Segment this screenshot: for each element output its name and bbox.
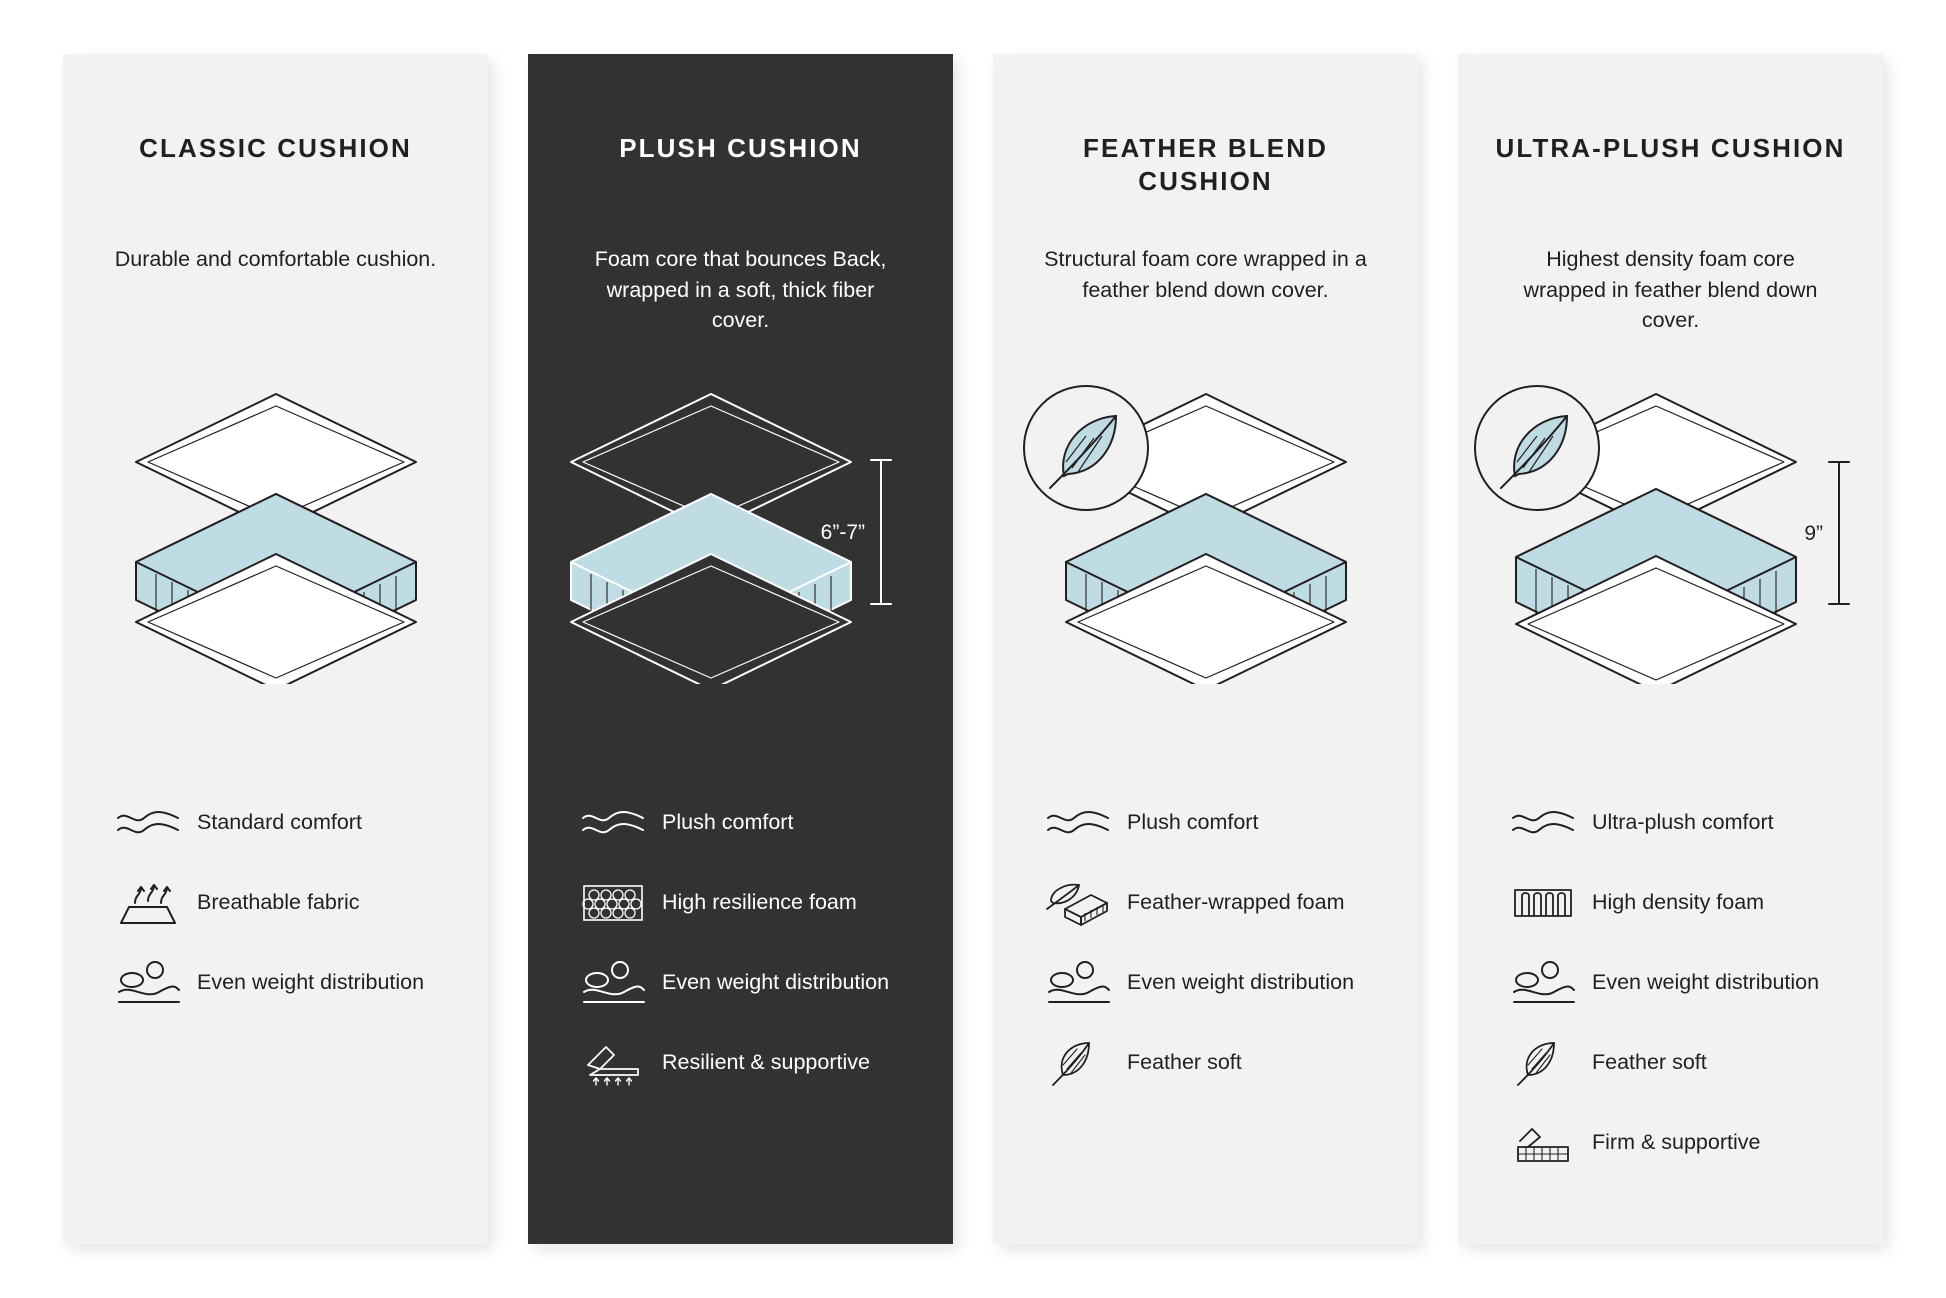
list-item[interactable] <box>115 874 440 932</box>
list-item-label: Firm & supportive <box>1592 1130 1761 1155</box>
list-item[interactable] <box>1045 874 1370 932</box>
wave-comfort-icon <box>580 795 654 851</box>
list-item[interactable] <box>580 1034 905 1092</box>
high-density-foam-icon <box>1510 875 1584 931</box>
page-title: ULTRA-PLUSH CUSHION <box>1495 133 1846 163</box>
feature-list <box>993 794 1418 1114</box>
list-item-label: Standard comfort <box>197 810 362 835</box>
list-item-label: Feather-wrapped foam <box>1127 890 1345 915</box>
list-item-label: Even weight distribution <box>197 970 425 995</box>
list-item[interactable] <box>1510 1114 1835 1172</box>
cushion-layers-illustration <box>1458 384 1883 684</box>
list-item[interactable] <box>1045 1034 1370 1092</box>
leaf-badge-icon <box>1024 386 1148 510</box>
list-item-label: Even weight distribution <box>1127 970 1355 995</box>
page-title: FEATHER BLEND CUSHION <box>1083 133 1328 196</box>
even-weight-distribution-icon <box>115 955 189 1011</box>
list-item-label: High density foam <box>1592 890 1765 915</box>
cushion-card-ultra-plush[interactable] <box>1458 54 1883 1244</box>
dimension-label: 9” <box>1803 522 1823 545</box>
page-title: PLUSH CUSHION <box>619 133 862 163</box>
wave-comfort-icon <box>1510 795 1584 851</box>
cushion-layers-illustration <box>993 384 1418 684</box>
list-item[interactable] <box>580 874 905 932</box>
list-item[interactable] <box>115 954 440 1012</box>
leaf-badge-icon <box>1475 386 1599 510</box>
even-weight-distribution-icon <box>1510 955 1584 1011</box>
cushion-layers-illustration <box>63 384 488 684</box>
cushion-card-classic[interactable] <box>63 54 488 1244</box>
dimension-bracket <box>1829 462 1849 604</box>
list-item-label: Feather soft <box>1127 1050 1242 1075</box>
list-item-label: Ultra-plush comfort <box>1592 810 1774 835</box>
list-item-label: Plush comfort <box>1127 810 1259 835</box>
list-item-label: Breathable fabric <box>197 890 360 915</box>
cushion-card-feather-blend[interactable] <box>993 54 1418 1244</box>
list-item[interactable] <box>1510 954 1835 1012</box>
layered-cushion-diagram <box>541 384 941 684</box>
list-item-label: Resilient & supportive <box>662 1050 870 1075</box>
list-item[interactable] <box>580 954 905 1012</box>
cushion-card-plush[interactable] <box>528 54 953 1244</box>
card-description: Foam core that bounces Back, wrapped in a soft, thick fiber cover. <box>594 247 887 333</box>
layered-cushion-diagram <box>86 384 466 684</box>
list-item[interactable] <box>580 794 905 852</box>
layered-cushion-diagram <box>1006 384 1406 684</box>
list-item[interactable] <box>1510 874 1835 932</box>
resilient-support-icon <box>580 1035 654 1091</box>
list-item-label: High resilience foam <box>662 890 857 915</box>
list-item-label: Even weight distribution <box>1592 970 1820 995</box>
breathable-fabric-icon <box>115 875 189 931</box>
wave-comfort-icon <box>115 795 189 851</box>
list-item[interactable] <box>1045 954 1370 1012</box>
feature-list <box>1458 794 1883 1194</box>
even-weight-distribution-icon <box>580 955 654 1011</box>
layered-cushion-diagram <box>1471 384 1871 684</box>
feather-wrapped-foam-icon <box>1045 875 1119 931</box>
list-item[interactable] <box>115 794 440 852</box>
list-item[interactable] <box>1510 1034 1835 1092</box>
page-title: CLASSIC CUSHION <box>139 133 412 163</box>
list-item[interactable] <box>1045 794 1370 852</box>
dimension-label: 6”-7” <box>820 521 865 544</box>
list-item[interactable] <box>1510 794 1835 852</box>
even-weight-distribution-icon <box>1045 955 1119 1011</box>
list-item-label: Feather soft <box>1592 1050 1707 1075</box>
feather-soft-icon <box>1510 1035 1584 1091</box>
wave-comfort-icon <box>1045 795 1119 851</box>
firm-support-icon <box>1510 1115 1584 1171</box>
card-description: Durable and comfortable cushion. <box>114 247 437 271</box>
list-item-label: Plush comfort <box>662 810 794 835</box>
honeycomb-foam-icon <box>580 875 654 931</box>
feather-soft-icon <box>1045 1035 1119 1091</box>
card-description: Structural foam core wrapped in a feather blend down cover. <box>1044 247 1367 302</box>
feature-list <box>528 794 953 1114</box>
list-item-label: Even weight distribution <box>662 970 890 995</box>
cushion-layers-illustration <box>528 384 953 684</box>
feature-list <box>63 794 488 1034</box>
dimension-bracket <box>871 460 891 604</box>
card-description: Highest density foam core wrapped in feather blend down cover. <box>1523 247 1818 333</box>
